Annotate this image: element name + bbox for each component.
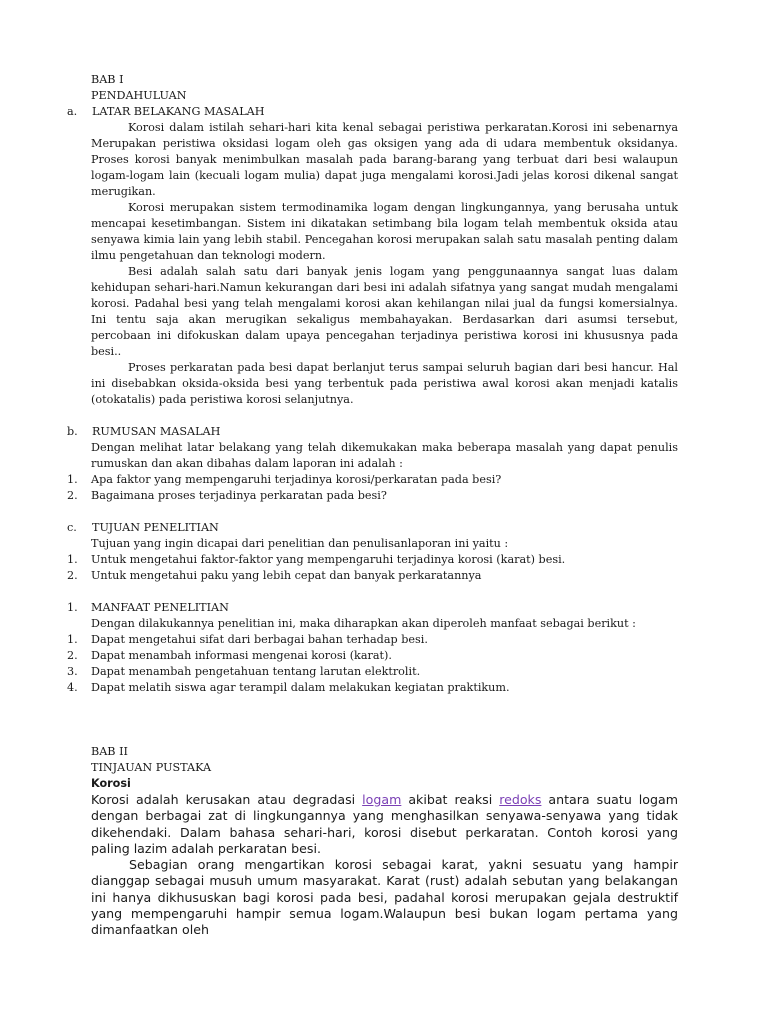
document-page bbox=[0, 72, 768, 939]
list-item bbox=[67, 632, 678, 648]
chapter-title: BAB I bbox=[91, 73, 124, 86]
list-text: Dapat melatih siswa agar terampil dalam melakukan kegiatan praktikum. bbox=[91, 681, 510, 694]
section-marker: c. bbox=[67, 521, 77, 534]
list-text: Dapat menambah informasi mengenai korosi (karat). bbox=[91, 649, 392, 662]
list-number: 3. bbox=[67, 665, 78, 678]
paragraph: Korosi merupakan sistem termodinamika logam dengan lingkungannya, yang berusaha untuk mencapai kesetimbangan. Sistem ini dikatakan setimbang bila logam telah membentuk oksida atau senyawa kimia lain yang lebih stabil. Pencegahan korosi merupakan salah satu masalah penting dalam ilmu pengetahuan dan teknologi modern. bbox=[91, 201, 678, 262]
section-d-heading bbox=[67, 600, 768, 616]
list-number: 2. bbox=[67, 649, 78, 662]
link-redoks[interactable]: redoks bbox=[499, 792, 542, 807]
list-text: Dapat mengetahui sifat dari berbagai bahan terhadap besi. bbox=[91, 633, 428, 646]
section-title: LATAR BELAKANG MASALAH bbox=[92, 105, 265, 118]
section-intro: Dengan melihat latar belakang yang telah dikemukakan maka beberapa masalah yang dapat penulis rumuskan dan akan dibahas dalam laporan ini adalah : bbox=[91, 441, 678, 470]
list-item bbox=[67, 568, 678, 584]
list-number: 1. bbox=[67, 553, 78, 566]
list-text: Apa faktor yang mempengaruhi terjadinya korosi/perkaratan pada besi? bbox=[91, 473, 502, 486]
section-a-heading bbox=[67, 104, 768, 120]
paragraph: Sebagian orang mengartikan korosi sebagai karat, yakni sesuatu yang hampir dianggap sebagai musuh umum masyarakat. Karat (rust) adalah sebutan yang belakangan ini hanya dikhususkan bagi korosi pada besi, padahal korosi merupakan gejala destruktif yang mempengaruhi hampir semua logam.Walaupun besi bukan logam pertama yang dimanfaatkan oleh bbox=[91, 857, 678, 938]
list-text: Dapat menambah pengetahuan tentang larutan elektrolit. bbox=[91, 665, 421, 678]
section-title: RUMUSAN MASALAH bbox=[92, 425, 221, 438]
chapter-subtitle: TINJAUAN PUSTAKA bbox=[91, 761, 212, 774]
section-marker: 1. bbox=[67, 601, 78, 614]
list-text: Untuk mengetahui faktor-faktor yang mempengaruhi terjadinya korosi (karat) besi. bbox=[91, 553, 566, 566]
chapter-title: BAB II bbox=[91, 745, 128, 758]
list-item bbox=[67, 488, 678, 504]
list-number: 2. bbox=[67, 489, 78, 502]
subsection-heading: Korosi bbox=[91, 777, 131, 790]
paragraph: Korosi dalam istilah sehari-hari kita kenal sebagai peristiwa perkaratan.Korosi ini sebenarnya Merupakan peristiwa oksidasi logam oleh gas oksigen yang ada di udara membentuk oksidanya. Proses korosi banyak menimbulkan masalah pada barang-barang yang terbuat dari besi walaupun logam-logam lain (kecuali logam mulia) dapat juga mengalami korosi.Jadi jelas korosi dikenal sangat merugikan. bbox=[91, 121, 678, 198]
link-logam[interactable]: logam bbox=[362, 792, 402, 807]
list-number: 2. bbox=[67, 569, 78, 582]
section-title: MANFAAT PENELITIAN bbox=[91, 601, 229, 614]
paragraph: Proses perkaratan pada besi dapat berlanjut terus sampai seluruh bagian dari besi hancur. Hal ini disebabkan oksida-oksida besi yang terbentuk pada peristiwa awal korosi akan menjadi katalis (otokatalis) pada peristiwa korosi selanjutnya. bbox=[91, 361, 678, 406]
paragraph bbox=[91, 792, 678, 857]
section-c-heading bbox=[67, 520, 768, 536]
section-intro: Tujuan yang ingin dicapai dari penelitian dan penulisanlaporan ini yaitu : bbox=[91, 537, 509, 550]
section-b-heading bbox=[67, 424, 768, 440]
list-item bbox=[67, 552, 678, 568]
paragraph-text: akibat reaksi bbox=[401, 792, 500, 807]
list-item bbox=[67, 648, 678, 664]
list-text: Untuk mengetahui paku yang lebih cepat dan banyak perkaratannya bbox=[91, 569, 482, 582]
section-marker: a. bbox=[67, 105, 78, 118]
chapter-subtitle: PENDAHULUAN bbox=[91, 89, 187, 102]
list-item bbox=[67, 680, 678, 696]
list-item bbox=[67, 664, 678, 680]
list-number: 4. bbox=[67, 681, 78, 694]
list-item bbox=[67, 472, 678, 488]
paragraph: Besi adalah salah satu dari banyak jenis logam yang penggunaannya sangat luas dalam kehidupan sehari-hari.Namun kekurangan dari besi ini adalah sifatnya yang sangat mudah mengalami korosi. Padahal besi yang telah mengalami korosi akan kehilangan nilai jual da fungsi komersialnya. Ini tentu saja akan merugikan sekaligus membahayakan. Berdasarkan dari asumsi tersebut, percobaan ini difokuskan dalam upaya pencegahan terjadinya peristiwa korosi ini khususnya pada besi.. bbox=[91, 265, 678, 358]
paragraph-text: antara suatu logam dengan berbagai zat di lingkungannya yang menghasilkan senyawa-senyawa yang tidak dikehendaki. Dalam bahasa sehari-hari, korosi disebut perkaratan. Contoh korosi yang paling lazim adalah perkaratan besi. bbox=[91, 792, 678, 856]
section-marker: b. bbox=[67, 425, 78, 438]
list-number: 1. bbox=[67, 473, 78, 486]
list-text: Bagaimana proses terjadinya perkaratan pada besi? bbox=[91, 489, 387, 502]
list-number: 1. bbox=[67, 633, 78, 646]
section-intro: Dengan dilakukannya penelitian ini, maka diharapkan akan diperoleh manfaat sebagai berikut : bbox=[91, 617, 636, 630]
section-title: TUJUAN PENELITIAN bbox=[92, 521, 219, 534]
paragraph-text: Korosi adalah kerusakan atau degradasi bbox=[91, 792, 363, 807]
